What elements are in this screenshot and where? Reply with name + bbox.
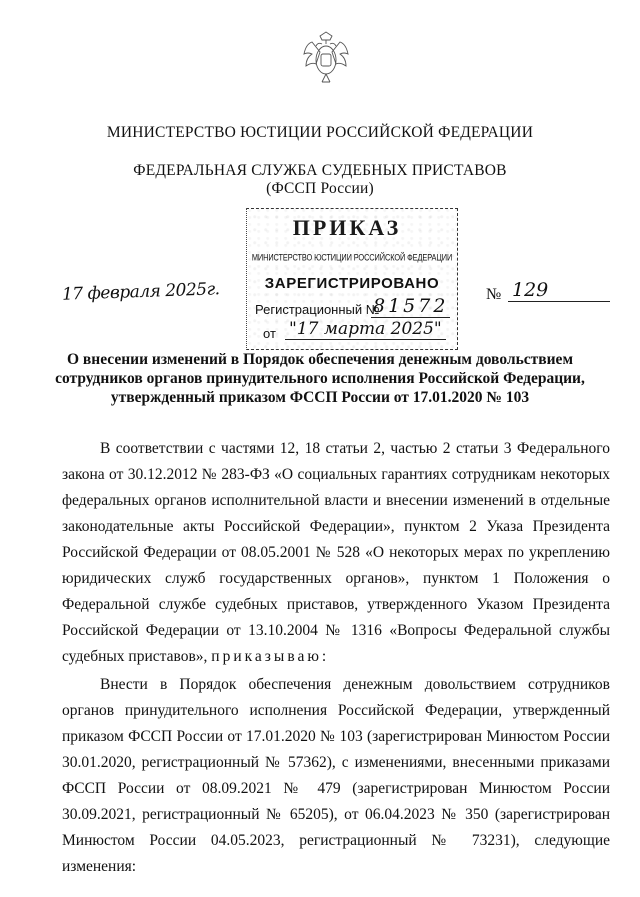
title-line-3: утвержденный приказом ФССП России от 17.01.2020 № 103 — [110, 389, 530, 406]
order-date: 17 февраля 2025г. — [61, 279, 220, 305]
order-number: 129 — [508, 279, 610, 302]
stamp-registered: ЗАРЕГИСТРИРОВАНО — [264, 275, 440, 292]
order-keyword: приказываю: — [211, 648, 330, 665]
stamp-date: "17 марта 2025" — [285, 319, 446, 340]
stamp-ministry: МИНИСТЕРСТВО ЮСТИЦИИ РОССИЙСКОЙ ФЕДЕРАЦИИ — [251, 252, 453, 263]
stamp-reg-number: 81572 — [373, 295, 449, 317]
stamp-title: ПРИКАЗ — [292, 215, 402, 240]
document-title — [40, 350, 600, 407]
ministry-heading: МИНИСТЕРСТВО ЮСТИЦИИ РОССИЙСКОЙ ФЕДЕРАЦИИ — [106, 124, 534, 141]
registration-stamp — [246, 208, 458, 350]
coat-of-arms-icon — [300, 30, 352, 88]
title-line-1: О внесении изменений в Порядок обеспечения денежным довольствием — [66, 351, 573, 368]
preamble-text: В соответствии с частями 12, 18 статьи 2, частью 2 статьи 3 Федерального закона от 30.12.2012 № 283-ФЗ «О социальных гарантиях сотрудникам некоторых федеральных органов исполнительной власти и внесении изменений в отдельные законодательные акты Российской Федерации», пунктом 2 Указа Президента Российской Федерации от 08.05.2001 № 528 «О некоторых мерах по укреплению юридических служб государственных органов», пунктом 1 Положения о Федеральной службе судебных приставов, утвержденного Указом Президента Российской Федерации от 13.10.2004 № 1316 «Вопросы Федеральной службы судебных приставов», — [62, 440, 610, 665]
order-number-label: № — [486, 286, 502, 303]
stamp-date-label: от — [263, 326, 276, 341]
amendment-paragraph: Внести в Порядок обеспечения денежным довольствием сотрудников органов принудительного исполнения Российской Федерации, утвержденный приказом ФССП России от 17.01.2020 № 103 (зарегистрирован Минюстом России 30.01.2020, регистрационный № 57362), с изменениями, внесенными приказами ФССП России от 08.09.2021 № 479 (зарегистрирован Минюстом России 30.09.2021, регистрационный № 65205), от 06.04.2023 № 350 (зарегистрирован Минюстом России 04.05.2023, регистрационный № 73231), следующие изменения: — [62, 676, 610, 875]
service-heading: ФЕДЕРАЛЬНАЯ СЛУЖБА СУДЕБНЫХ ПРИСТАВОВ — [133, 162, 507, 179]
stamp-reg-number-label: Регистрационный № — [255, 302, 380, 317]
service-abbreviation: (ФССП России) — [266, 180, 374, 197]
title-line-2: сотрудников органов принудительного исполнения Российской Федерации, — [55, 370, 585, 387]
preamble-paragraph — [62, 436, 610, 670]
